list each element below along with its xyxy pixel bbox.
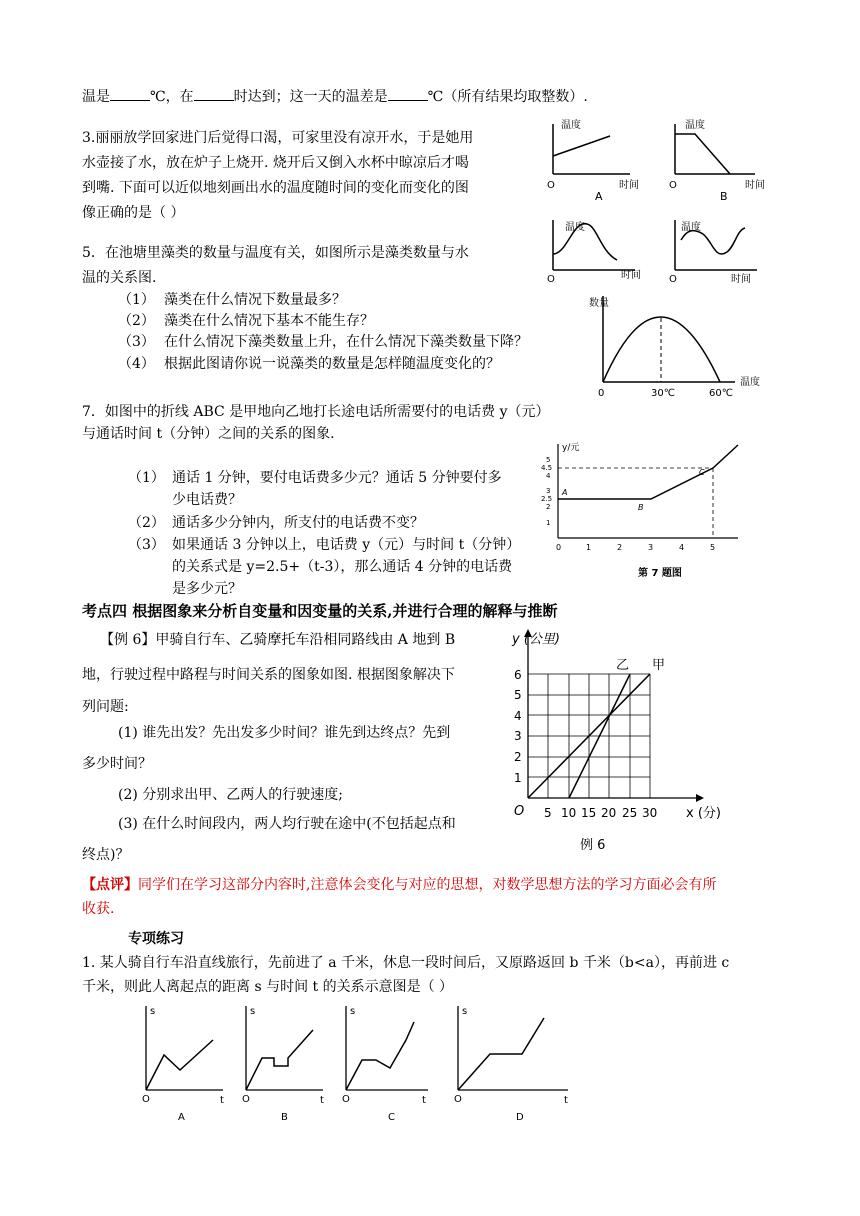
example6-origin: O (514, 804, 525, 819)
example6-label-yi: 乙 (616, 658, 630, 673)
q5-item-2-num: （2） (118, 313, 155, 329)
example6-q1-l1: (1) 谁先出发？先出发多少时间？谁先到达终点？先到 (118, 725, 451, 741)
pc-ylabel: s (350, 1006, 356, 1017)
top-seg1: 温是 (82, 89, 110, 105)
q7-item-1-num: （1） (128, 470, 165, 486)
practice-graph-a (142, 1006, 224, 1123)
q7-item-3-l1: 如果通话 3 分钟以上，电话费 y（元）与时间 t（分钟） (172, 537, 521, 553)
blank-3[interactable] (388, 86, 428, 101)
pc-origin: O (342, 1094, 350, 1105)
q7-item-2-l1: 通话多少分钟内，所支付的电话费不变？ (172, 515, 424, 531)
q7-ytick-1: 1 (546, 519, 551, 527)
q3a-ylabel: 温度 (561, 120, 581, 131)
q3b-ylabel: 温度 (685, 120, 705, 131)
q5-item-4-text: 根据此图请你说一说藻类的数量是怎样随温度变化的？ (164, 356, 500, 372)
q3c-xlabel: 时间 (621, 270, 641, 281)
example6-q3-l2: 终点)？ (82, 847, 130, 863)
q5-tick-60: 60℃ (709, 388, 733, 399)
example6-chart (500, 627, 730, 855)
practice-graphs (128, 1000, 588, 1130)
q3-graph-a (547, 118, 639, 203)
q7-item-2-num: （2） (128, 515, 165, 531)
example6-ytick-1: 1 (514, 771, 522, 785)
pa-ylabel: s (150, 1006, 156, 1017)
example6-ytick-3: 3 (514, 729, 522, 743)
practice-graph-c (342, 1006, 428, 1123)
top-seg3: 时达到；这一天的温差是 (233, 89, 388, 105)
example6-line-2: 地，行驶过程中路程与时间关系的图象如图. 根据图象解决下 (82, 667, 455, 683)
q7-item-3-l3: 是多少元？ (172, 581, 242, 597)
q7-xtick-5: 5 (710, 543, 716, 552)
q3-graph-b (669, 118, 765, 203)
pc-xlabel: t (422, 1095, 426, 1106)
example6-xtick-25: 25 (622, 806, 638, 820)
comment-line-1 (82, 875, 716, 895)
q3b-xlabel: 时间 (745, 180, 765, 191)
q7-ytick-5: 5 (546, 456, 551, 464)
example6-ytick-6: 6 (514, 668, 522, 682)
example6-caption: 例 6 (580, 838, 606, 853)
q5-xlabel: 温度 (740, 377, 760, 388)
pb-xlabel: t (320, 1095, 324, 1106)
top-seg2: ℃，在 (150, 89, 194, 105)
q3-line-4: 像正确的是（ ） (82, 205, 185, 221)
example6-line-1: 【例 6】甲骑自行车、乙骑摩托车沿相同路线由 A 地到 B (100, 632, 456, 648)
example6-ytick-4: 4 (514, 709, 522, 723)
q3-line-1: 3.丽丽放学回家进门后觉得口渴，可家里没有凉开水，于是她用 (82, 130, 474, 146)
example6-xtick-10: 10 (561, 806, 577, 820)
q3c-ylabel: 温度 (565, 222, 585, 233)
example6-line-3: 列问题: (82, 699, 129, 715)
example6-label-jia: 甲 (652, 658, 666, 673)
comment-line-2: 收获. (82, 901, 115, 917)
pb-origin: O (242, 1094, 250, 1105)
q3-graph-d (669, 220, 757, 285)
pa-origin: O (142, 1094, 150, 1105)
q5-item-4-num: （4） (118, 356, 155, 372)
example6-xtick-5: 5 (544, 806, 552, 820)
q7-polyline (558, 445, 738, 499)
practice-graph-b (242, 1006, 324, 1123)
top-seg4: ℃（所有结果均取整数）. (427, 89, 588, 105)
q3b-origin: O (669, 180, 677, 191)
q7-item-1-l1: 通话 1 分钟，要付电话费多少元？通话 5 分钟要付多 (172, 470, 502, 486)
pd-ylabel: s (462, 1006, 468, 1017)
q3d-ylabel: 温度 (681, 222, 701, 233)
pb-label: B (281, 1112, 288, 1123)
q7-chart (538, 440, 743, 582)
q7-xtick-3: 3 (648, 543, 654, 552)
pd-label: D (516, 1112, 524, 1123)
practice-graph-d (454, 1006, 568, 1123)
example6-ylabel: y (公里) (512, 632, 560, 647)
q5-item-4 (118, 354, 500, 374)
q7-ytick-2: 2 (546, 503, 551, 511)
q5-item-3-text: 在什么情况下藻类数量上升，在什么情况下藻类数量下降？ (164, 334, 528, 350)
q5-chart (585, 290, 775, 405)
q3-graphs (535, 112, 795, 292)
q5-origin: 0 (598, 388, 605, 399)
q5-line-2: 温的关系图. (82, 270, 157, 286)
example6-ytick-2: 2 (514, 750, 522, 764)
q5-item-1 (118, 290, 346, 310)
q7-xtick-1: 1 (586, 543, 592, 552)
q5-line-1: 5．在池塘里藻类的数量与温度有关，如图所示是藻类数量与水 (82, 245, 469, 261)
q3b-label: B (720, 190, 728, 203)
top-answer-line (82, 86, 588, 107)
example6-xtick-30: 30 (642, 806, 658, 820)
comment-text: 同学们在学习这部分内容时,注意体会变化与对应的思想，对数学思想方法的学习方面必会有所 (138, 877, 717, 893)
q7-ytick-4.5: 4.5 (541, 464, 553, 472)
pd-xlabel: t (564, 1095, 568, 1106)
pa-label: A (178, 1112, 185, 1123)
pb-ylabel: s (250, 1006, 256, 1017)
q7-ytick-4: 4 (546, 472, 551, 480)
q7-xtick-0: 0 (556, 543, 562, 552)
practice-q1-line-2: 千米，则此人离起点的距离 s 与时间 t 的关系示意图是（ ） (82, 979, 454, 995)
q3-line-2: 水壶接了水，放在炉子上烧开. 烧开后又倒入水杯中晾凉后才喝 (82, 155, 469, 171)
q7-point-b: B (638, 503, 644, 512)
q7-xtick-2: 2 (617, 543, 623, 552)
example6-xtick-15: 15 (581, 806, 597, 820)
q5-item-1-num: （1） (118, 292, 155, 308)
q5-tick-30: 30℃ (651, 388, 675, 399)
q7-item-3-num: （3） (128, 537, 165, 553)
pd-origin: O (454, 1094, 462, 1105)
section4-title: 考点四 根据图象来分析自变量和因变量的关系,并进行合理的解释与推断 (82, 602, 558, 620)
q7-line-1: 7．如图中的折线 ABC 是甲地向乙地打长途电话所需要付的电话费 y（元） (82, 404, 550, 420)
q5-item-2 (118, 311, 374, 331)
q7-ytick-2.5: 2.5 (541, 495, 553, 503)
q7-line-2: 与通话时间 t（分钟）之间的关系的图象. (82, 426, 335, 442)
q3c-origin: O (547, 274, 555, 285)
q3a-origin: O (547, 180, 555, 191)
comment-tag: 【点评】 (82, 877, 138, 893)
practice-title: 专项练习 (128, 931, 184, 947)
q3-graph-c (547, 220, 641, 285)
example6-q1-l2: 多少时间？ (82, 756, 152, 772)
example6-q3-l1: (3) 在什么时间段内，两人均行驶在途中(不包括起点和 (118, 816, 456, 832)
q7-item-1-l2: 少电话费？ (172, 492, 242, 508)
q3a-label: A (595, 190, 603, 203)
q7-item-3-l2: 的关系式是 y=2.5+（t-3），那么通话 4 分钟的电话费 (172, 559, 513, 575)
pc-label: C (388, 1112, 395, 1123)
q7-xtick-4: 4 (679, 543, 685, 552)
practice-q1-line-1: 1. 某人骑自行车沿直线旅行，先前进了 a 千米，休息一段时间后，又原路返回 b 千米（b<a），再前进 c (82, 955, 730, 971)
example6-xtick-20: 20 (601, 806, 617, 820)
blank-1[interactable] (110, 86, 150, 101)
q7-ytick-3: 3 (546, 487, 551, 495)
q5-item-3 (118, 332, 528, 352)
q5-item-1-text: 藻类在什么情况下数量最多？ (164, 292, 346, 308)
example6-q2: (2) 分别求出甲、乙两人的行驶速度; (118, 787, 343, 803)
q3d-xlabel: 时间 (731, 274, 751, 285)
q7-point-c: C (699, 468, 705, 477)
q7-caption: 第 7 题图 (638, 568, 682, 579)
q7-point-a: A (562, 488, 568, 497)
q3d-origin: O (669, 274, 677, 285)
q5-item-3-num: （3） (118, 334, 155, 350)
q5-ylabel: 数量 (589, 298, 609, 309)
blank-2[interactable] (194, 86, 234, 101)
example6-ytick-5: 5 (514, 688, 522, 702)
q5-item-2-text: 藻类在什么情况下基本不能生存？ (164, 313, 374, 329)
q7-ylabel: y/元 (562, 443, 580, 453)
q3a-xlabel: 时间 (619, 180, 639, 191)
q3-line-3: 到嘴. 下面可以近似地刻画出水的温度随时间的变化而变化的图 (82, 180, 469, 196)
pa-xlabel: t (220, 1095, 224, 1106)
example6-xlabel: x (分) (686, 806, 721, 821)
